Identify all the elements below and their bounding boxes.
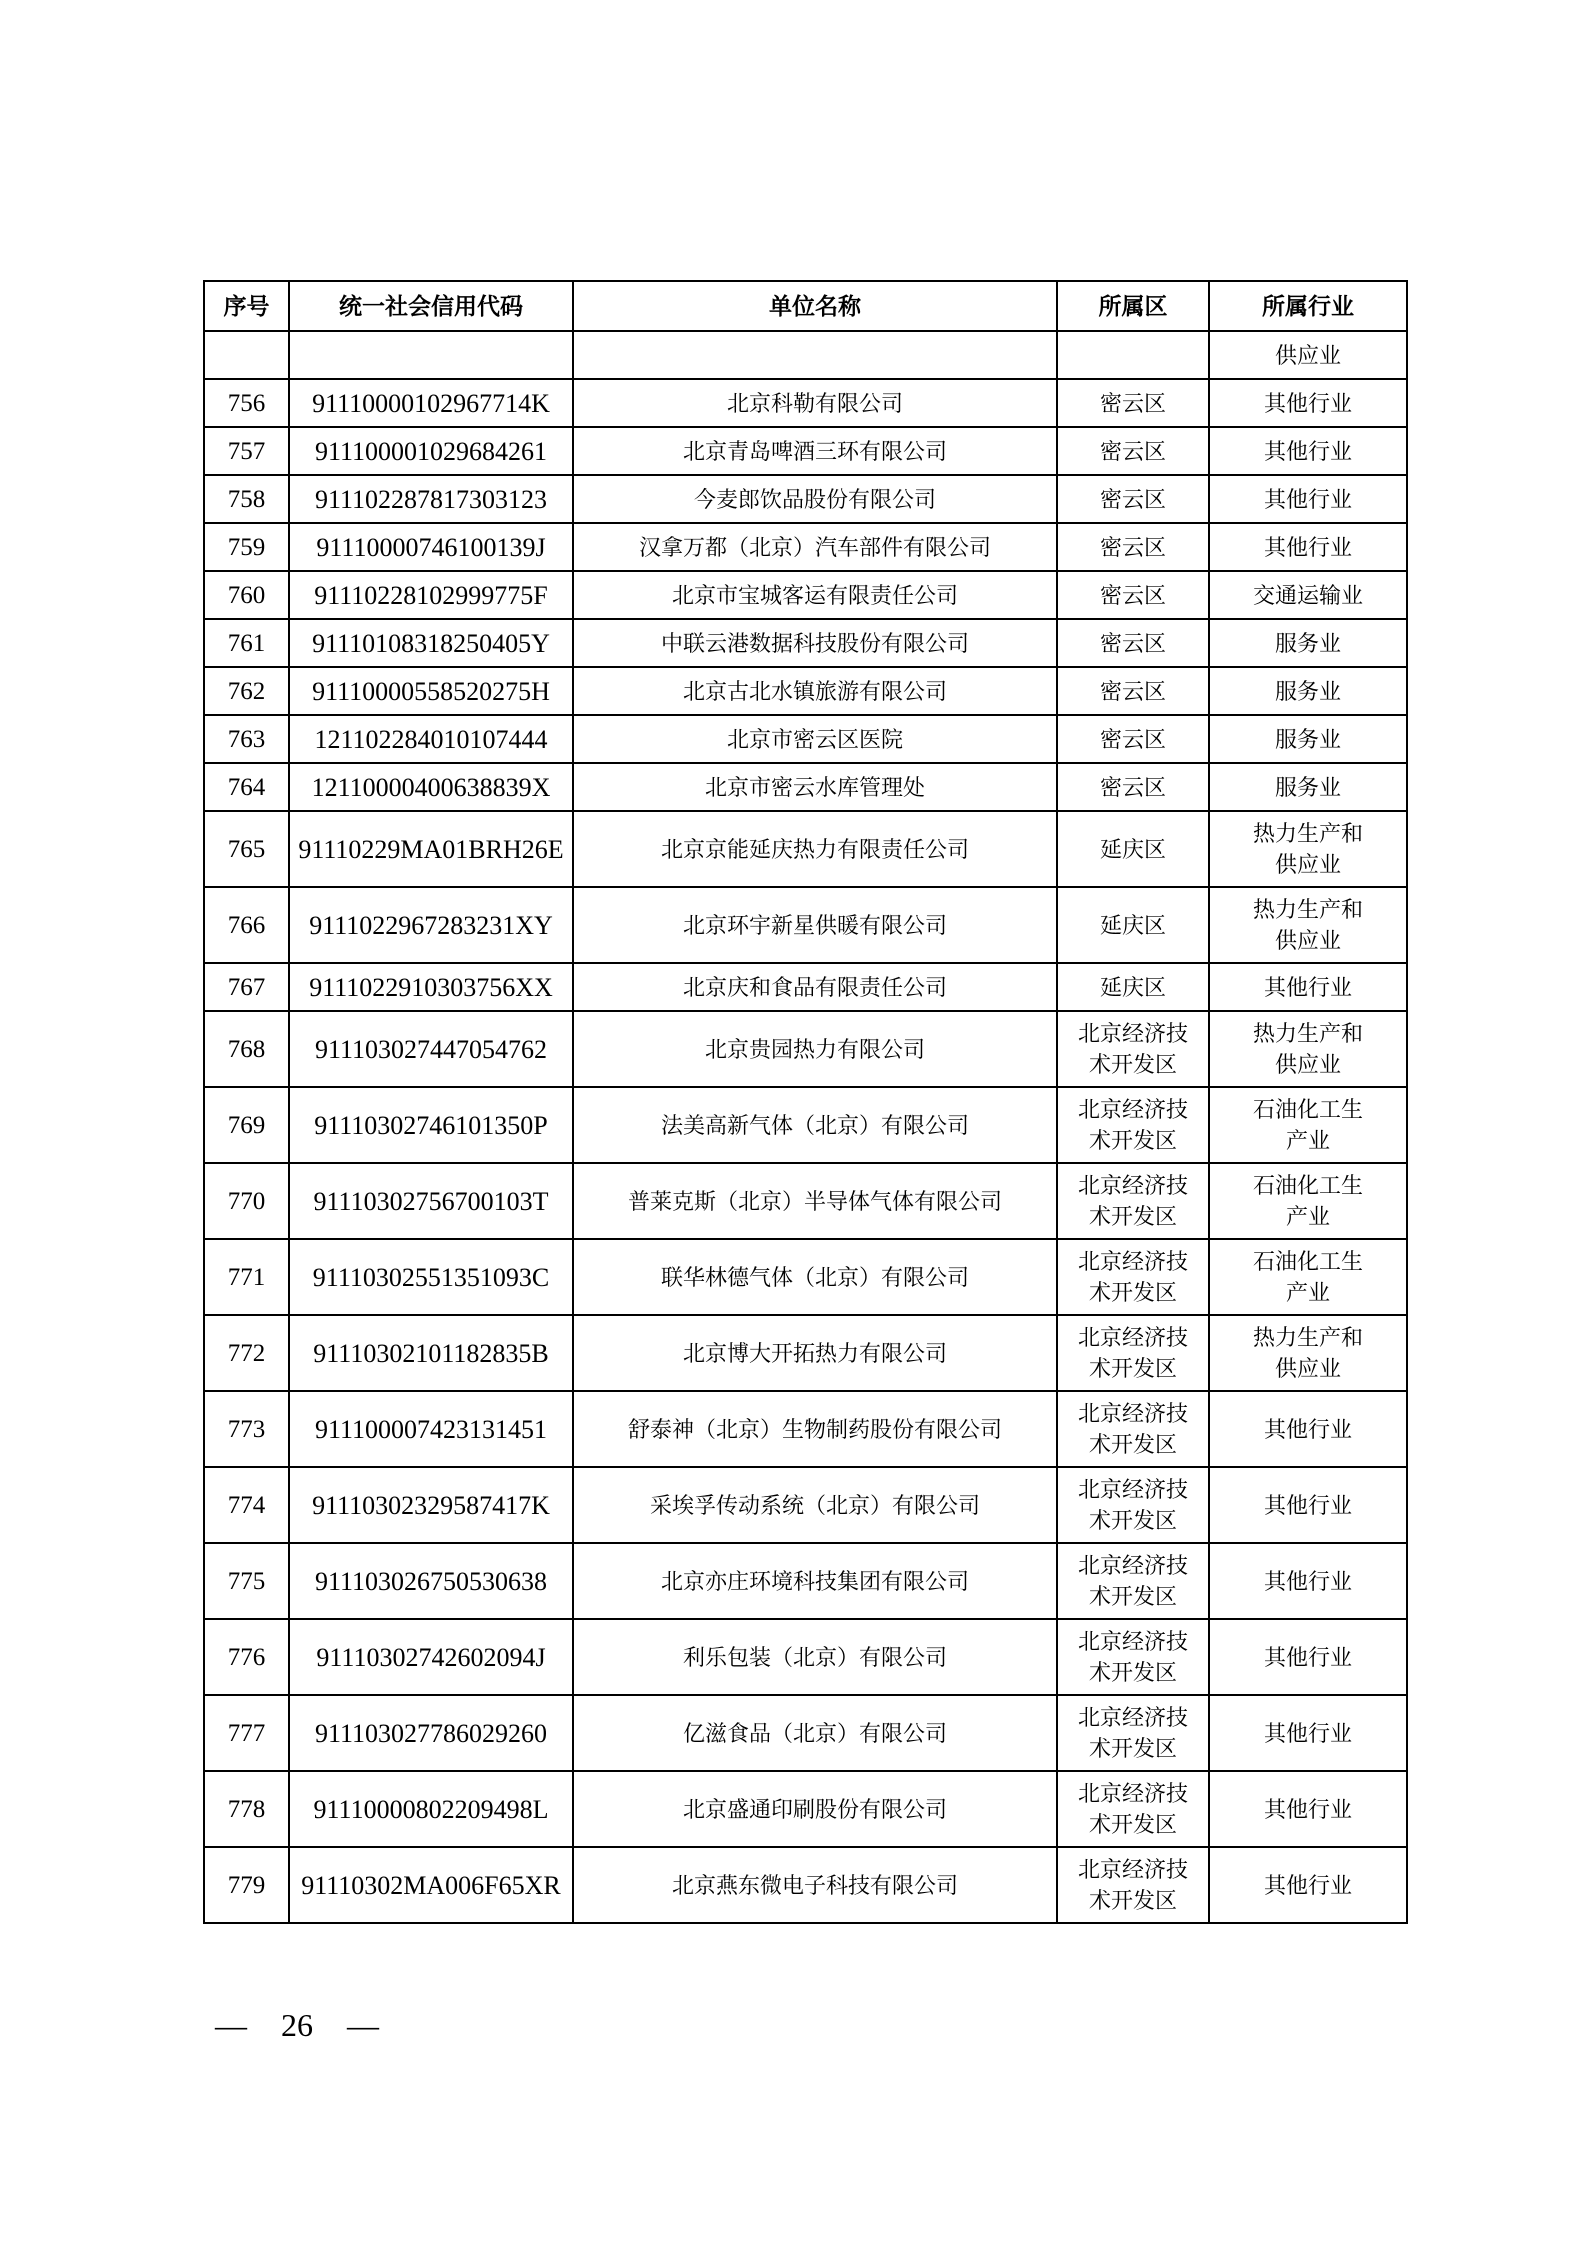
credit-code-cell: 91110302551351093C <box>289 1239 573 1315</box>
table-row <box>204 571 1407 619</box>
credit-code-cell <box>289 331 573 379</box>
seq-cell: 762 <box>204 667 289 715</box>
seq-cell: 772 <box>204 1315 289 1391</box>
credit-code-cell: 911103027447054762 <box>289 1011 573 1087</box>
seq-cell: 775 <box>204 1543 289 1619</box>
industry-cell: 其他行业 <box>1209 1619 1407 1695</box>
seq-cell: 757 <box>204 427 289 475</box>
table-row <box>204 427 1407 475</box>
seq-cell: 756 <box>204 379 289 427</box>
district-cell: 密云区 <box>1057 475 1209 523</box>
table-row <box>204 1467 1407 1543</box>
industry-cell: 服务业 <box>1209 667 1407 715</box>
credit-code-cell: 91110000558520275H <box>289 667 573 715</box>
credit-code-cell: 911103026750530638 <box>289 1543 573 1619</box>
company-name-cell: 北京科勒有限公司 <box>573 379 1057 427</box>
industry-cell: 热力生产和供应业 <box>1209 887 1407 963</box>
table-row <box>204 715 1407 763</box>
industry-cell: 石油化工生产业 <box>1209 1163 1407 1239</box>
industry-cell: 服务业 <box>1209 763 1407 811</box>
district-cell: 密云区 <box>1057 619 1209 667</box>
credit-code-cell: 911100001029684261 <box>289 427 573 475</box>
table-row <box>204 1771 1407 1847</box>
col-header-district: 所属区 <box>1057 281 1209 331</box>
col-header-company-name: 单位名称 <box>573 281 1057 331</box>
company-name-cell: 北京亦庄环境科技集团有限公司 <box>573 1543 1057 1619</box>
district-cell: 延庆区 <box>1057 887 1209 963</box>
seq-cell: 770 <box>204 1163 289 1239</box>
seq-cell: 779 <box>204 1847 289 1923</box>
seq-cell: 759 <box>204 523 289 571</box>
table-row <box>204 619 1407 667</box>
company-list-table <box>203 280 1408 1924</box>
table-row <box>204 1543 1407 1619</box>
company-name-cell: 北京环宇新星供暖有限公司 <box>573 887 1057 963</box>
seq-cell: 765 <box>204 811 289 887</box>
credit-code-cell: 91110228102999775F <box>289 571 573 619</box>
industry-cell: 其他行业 <box>1209 1467 1407 1543</box>
district-cell: 北京经济技术开发区 <box>1057 1771 1209 1847</box>
seq-cell <box>204 331 289 379</box>
district-cell: 密云区 <box>1057 715 1209 763</box>
table-row <box>204 763 1407 811</box>
company-name-cell: 北京博大开拓热力有限公司 <box>573 1315 1057 1391</box>
industry-cell: 其他行业 <box>1209 1847 1407 1923</box>
credit-code-cell: 911103027786029260 <box>289 1695 573 1771</box>
table-row <box>204 811 1407 887</box>
company-name-cell: 利乐包装（北京）有限公司 <box>573 1619 1057 1695</box>
industry-cell: 其他行业 <box>1209 475 1407 523</box>
industry-cell: 其他行业 <box>1209 1771 1407 1847</box>
seq-cell: 764 <box>204 763 289 811</box>
company-name-cell: 亿滋食品（北京）有限公司 <box>573 1695 1057 1771</box>
industry-cell: 其他行业 <box>1209 379 1407 427</box>
company-name-cell: 汉拿万都（北京）汽车部件有限公司 <box>573 523 1057 571</box>
company-name-cell <box>573 331 1057 379</box>
company-name-cell: 北京市密云区医院 <box>573 715 1057 763</box>
district-cell: 北京经济技术开发区 <box>1057 1315 1209 1391</box>
industry-cell: 供应业 <box>1209 331 1407 379</box>
credit-code-cell: 91110302329587417K <box>289 1467 573 1543</box>
company-name-cell: 今麦郎饮品股份有限公司 <box>573 475 1057 523</box>
district-cell: 密云区 <box>1057 427 1209 475</box>
seq-cell: 773 <box>204 1391 289 1467</box>
credit-code-cell: 911102287817303123 <box>289 475 573 523</box>
col-header-industry: 所属行业 <box>1209 281 1407 331</box>
table-row <box>204 1163 1407 1239</box>
industry-cell: 热力生产和供应业 <box>1209 811 1407 887</box>
seq-cell: 778 <box>204 1771 289 1847</box>
industry-cell: 其他行业 <box>1209 1695 1407 1771</box>
district-cell: 北京经济技术开发区 <box>1057 1847 1209 1923</box>
credit-code-cell: 91110302756700103T <box>289 1163 573 1239</box>
table-row <box>204 331 1407 379</box>
company-name-cell: 北京市宝城客运有限责任公司 <box>573 571 1057 619</box>
industry-cell: 交通运输业 <box>1209 571 1407 619</box>
seq-cell: 766 <box>204 887 289 963</box>
credit-code-cell: 91110108318250405Y <box>289 619 573 667</box>
district-cell <box>1057 331 1209 379</box>
seq-cell: 760 <box>204 571 289 619</box>
table-row <box>204 1695 1407 1771</box>
district-cell: 北京经济技术开发区 <box>1057 1391 1209 1467</box>
company-name-cell: 联华林德气体（北京）有限公司 <box>573 1239 1057 1315</box>
industry-cell: 其他行业 <box>1209 523 1407 571</box>
table-row <box>204 1619 1407 1695</box>
col-header-credit-code: 统一社会信用代码 <box>289 281 573 331</box>
industry-cell: 其他行业 <box>1209 1543 1407 1619</box>
credit-code-cell: 121102284010107444 <box>289 715 573 763</box>
credit-code-cell: 91110000746100139J <box>289 523 573 571</box>
company-name-cell: 北京贵园热力有限公司 <box>573 1011 1057 1087</box>
credit-code-cell: 91110000802209498L <box>289 1771 573 1847</box>
district-cell: 密云区 <box>1057 523 1209 571</box>
seq-cell: 774 <box>204 1467 289 1543</box>
seq-cell: 758 <box>204 475 289 523</box>
district-cell: 延庆区 <box>1057 963 1209 1011</box>
credit-code-cell: 91110302742602094J <box>289 1619 573 1695</box>
district-cell: 北京经济技术开发区 <box>1057 1619 1209 1695</box>
seq-cell: 761 <box>204 619 289 667</box>
district-cell: 密云区 <box>1057 667 1209 715</box>
credit-code-cell: 91110302101182835B <box>289 1315 573 1391</box>
industry-cell: 服务业 <box>1209 619 1407 667</box>
seq-cell: 771 <box>204 1239 289 1315</box>
district-cell: 北京经济技术开发区 <box>1057 1467 1209 1543</box>
district-cell: 北京经济技术开发区 <box>1057 1695 1209 1771</box>
credit-code-cell: 9111022967283231XY <box>289 887 573 963</box>
table-row <box>204 963 1407 1011</box>
district-cell: 北京经济技术开发区 <box>1057 1239 1209 1315</box>
company-name-cell: 北京盛通印刷股份有限公司 <box>573 1771 1057 1847</box>
table-row <box>204 379 1407 427</box>
table-row <box>204 887 1407 963</box>
table-row <box>204 1087 1407 1163</box>
district-cell: 密云区 <box>1057 763 1209 811</box>
table-row <box>204 1847 1407 1923</box>
company-name-cell: 北京古北水镇旅游有限公司 <box>573 667 1057 715</box>
company-name-cell: 法美高新气体（北京）有限公司 <box>573 1087 1057 1163</box>
credit-code-cell: 911100007423131451 <box>289 1391 573 1467</box>
industry-cell: 石油化工生产业 <box>1209 1239 1407 1315</box>
credit-code-cell: 91110000102967714K <box>289 379 573 427</box>
table-row <box>204 1391 1407 1467</box>
credit-code-cell: 91110302746101350P <box>289 1087 573 1163</box>
table-row <box>204 1011 1407 1087</box>
seq-cell: 777 <box>204 1695 289 1771</box>
industry-cell: 热力生产和供应业 <box>1209 1315 1407 1391</box>
company-name-cell: 北京市密云水库管理处 <box>573 763 1057 811</box>
company-name-cell: 采埃孚传动系统（北京）有限公司 <box>573 1467 1057 1543</box>
industry-cell: 其他行业 <box>1209 1391 1407 1467</box>
district-cell: 密云区 <box>1057 379 1209 427</box>
company-name-cell: 北京青岛啤酒三环有限公司 <box>573 427 1057 475</box>
district-cell: 延庆区 <box>1057 811 1209 887</box>
seq-cell: 767 <box>204 963 289 1011</box>
table-row <box>204 1239 1407 1315</box>
district-cell: 北京经济技术开发区 <box>1057 1087 1209 1163</box>
credit-code-cell: 12110000400638839X <box>289 763 573 811</box>
industry-cell: 热力生产和供应业 <box>1209 1011 1407 1087</box>
company-name-cell: 中联云港数据科技股份有限公司 <box>573 619 1057 667</box>
credit-code-cell: 91110302MA006F65XR <box>289 1847 573 1923</box>
seq-cell: 776 <box>204 1619 289 1695</box>
company-name-cell: 北京燕东微电子科技有限公司 <box>573 1847 1057 1923</box>
table-body <box>204 331 1407 1923</box>
col-header-seq: 序号 <box>204 281 289 331</box>
table-header-row <box>204 281 1407 331</box>
industry-cell: 服务业 <box>1209 715 1407 763</box>
table-row <box>204 667 1407 715</box>
seq-cell: 763 <box>204 715 289 763</box>
table-row <box>204 475 1407 523</box>
company-name-cell: 舒泰神（北京）生物制药股份有限公司 <box>573 1391 1057 1467</box>
district-cell: 密云区 <box>1057 571 1209 619</box>
credit-code-cell: 91110229MA01BRH26E <box>289 811 573 887</box>
industry-cell: 其他行业 <box>1209 963 1407 1011</box>
table-row <box>204 523 1407 571</box>
seq-cell: 768 <box>204 1011 289 1087</box>
company-name-cell: 北京京能延庆热力有限责任公司 <box>573 811 1057 887</box>
table-row <box>204 1315 1407 1391</box>
company-name-cell: 普莱克斯（北京）半导体气体有限公司 <box>573 1163 1057 1239</box>
industry-cell: 其他行业 <box>1209 427 1407 475</box>
credit-code-cell: 9111022910303756XX <box>289 963 573 1011</box>
district-cell: 北京经济技术开发区 <box>1057 1011 1209 1087</box>
seq-cell: 769 <box>204 1087 289 1163</box>
district-cell: 北京经济技术开发区 <box>1057 1543 1209 1619</box>
industry-cell: 石油化工生产业 <box>1209 1087 1407 1163</box>
company-name-cell: 北京庆和食品有限责任公司 <box>573 963 1057 1011</box>
page-number-footer: — 26 — <box>215 2007 379 2043</box>
district-cell: 北京经济技术开发区 <box>1057 1163 1209 1239</box>
